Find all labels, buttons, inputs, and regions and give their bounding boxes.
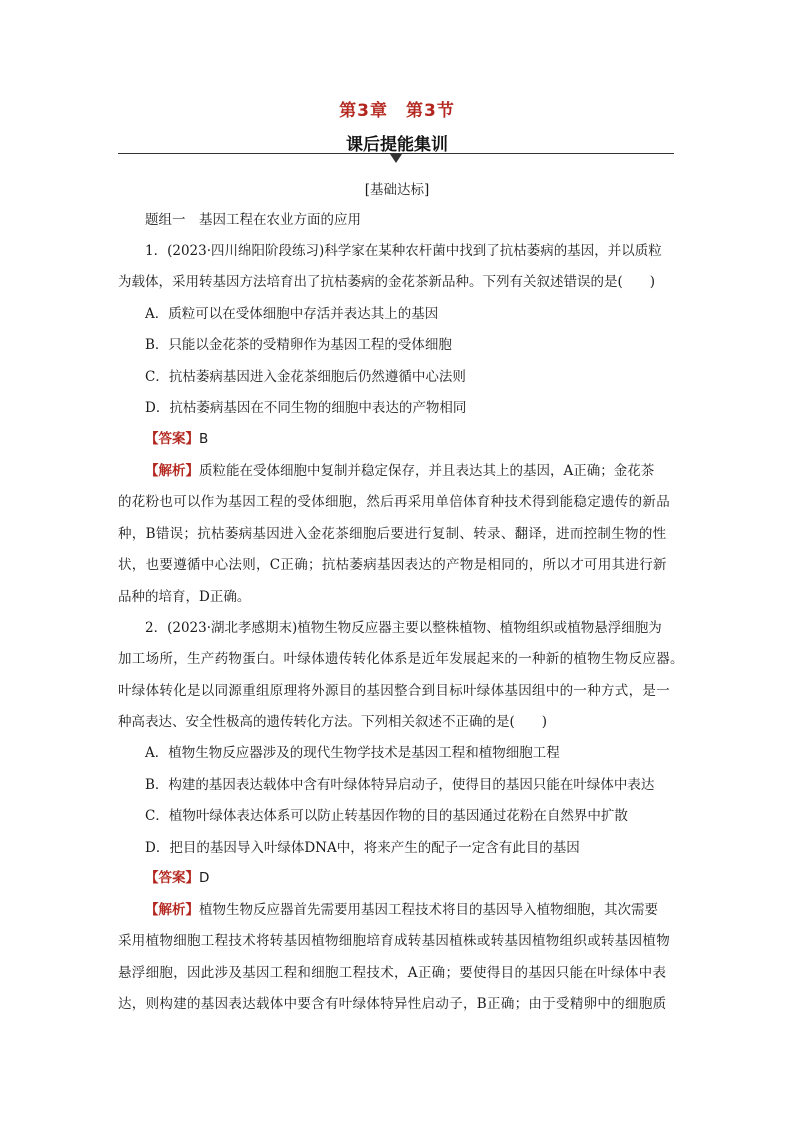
q2-stem-line: 2．(2023·湖北孝感期末)植物生物反应器主要以整株植物、植物组织或植物悬浮细胞为 <box>145 620 662 636</box>
analysis-text: 质粒能在受体细胞中复制并稳定保存，并且表达其上的基因，A正确；金花茶 <box>199 463 655 479</box>
q1-stem-line: 1．(2023·四川绵阳阶段练习)科学家在某种农杆菌中找到了抗枯萎病的基因，并以质粒 <box>145 243 662 259</box>
divider-arrow-icon <box>390 154 402 163</box>
analysis-text: 植物生物反应器首先需要用基因工程技术将目的基因导入植物细胞，其次需要 <box>199 902 658 918</box>
q1-option-c: C．抗枯萎病基因进入金花茶细胞后仍然遵循中心法则 <box>145 369 466 385</box>
q2-analysis-line: 悬浮细胞，因此涉及基因工程和细胞工程技术，A正确；要使得目的基因只能在叶绿体中表 <box>118 965 667 981</box>
q2-analysis-line: 采用植物细胞工程技术将转基因植物细胞培育成转基因植株或转基因植物组织或转基因植物 <box>118 933 670 949</box>
q1-analysis-line <box>145 461 705 481</box>
q2-option-b: B．构建的基因表达载体中含有叶绿体特异启动子，使得目的基因只能在叶绿体中表达 <box>145 777 655 793</box>
q2-stem-line: 加工场所，生产药物蛋白。叶绿体遗传转化体系是近年发展起来的一种新的植物生物反应器。 <box>118 651 684 667</box>
q1-stem-line: 为载体，采用转基因方法培育出了抗枯萎病的金花茶新品种。下列有关叙述错误的是( ) <box>118 274 656 290</box>
q2-option-d: D．把目的基因导入叶绿体DNA中，将来产生的配子一定含有此目的基因 <box>145 840 580 856</box>
answer-label: 【答案】 <box>145 431 199 447</box>
q1-option-a: A．质粒可以在受体细胞中存活并表达其上的基因 <box>145 306 439 322</box>
q2-option-a: A．植物生物反应器涉及的现代生物学技术是基因工程和植物细胞工程 <box>145 745 560 761</box>
q2-stem-line: 种高表达、安全性极高的遗传转化方法。下列相关叙述不正确的是( ) <box>118 714 548 730</box>
q2-analysis-line <box>145 900 705 920</box>
analysis-label: 【解析】 <box>145 463 199 479</box>
q1-analysis-line: 的花粉也可以作为基因工程的受体细胞，然后再采用单倍体育种技术得到能稳定遗传的新品 <box>118 494 670 510</box>
q1-answer <box>145 429 705 449</box>
q2-option-c: C．植物叶绿体表达体系可以防止转基因作物的目的基因通过花粉在自然界中扩散 <box>145 808 628 824</box>
q1-analysis-line: 状，也要遵循中心法则，C正确；抗枯萎病基因表达的产物是相同的，所以才可用其进行新 <box>118 557 667 573</box>
q1-option-d: D．抗枯萎病基因在不同生物的细胞中表达的产物相同 <box>145 400 467 416</box>
q2-stem-line: 叶绿体转化是以同源重组原理将外源目的基因整合到目标叶绿体基因组中的一种方式，是一 <box>118 683 670 699</box>
q1-analysis-line: 种，B错误；抗枯萎病基因进入金花茶细胞后要进行复制、转录、翻译，进而控制生物的性 <box>118 526 667 542</box>
answer-value: D <box>199 870 210 886</box>
analysis-label: 【解析】 <box>145 902 199 918</box>
q1-analysis-line: 品种的培育，D正确。 <box>118 589 251 605</box>
chapter-title: 第3章 第3节 <box>339 101 455 121</box>
answer-value: B <box>199 431 209 447</box>
q1-option-b: B．只能以金花茶的受精卵作为基因工程的受体细胞 <box>145 337 452 353</box>
level-label: [基础达标] <box>364 182 430 198</box>
q2-answer <box>145 868 705 888</box>
group-title: 题组一 基因工程在农业方面的应用 <box>145 212 361 228</box>
q2-analysis-line: 达，则构建的基因表达载体中要含有叶绿体特异性启动子，B正确；由于受精卵中的细胞质 <box>118 996 667 1012</box>
section-title: 课后提能集训 <box>346 135 448 155</box>
answer-label: 【答案】 <box>145 870 199 886</box>
